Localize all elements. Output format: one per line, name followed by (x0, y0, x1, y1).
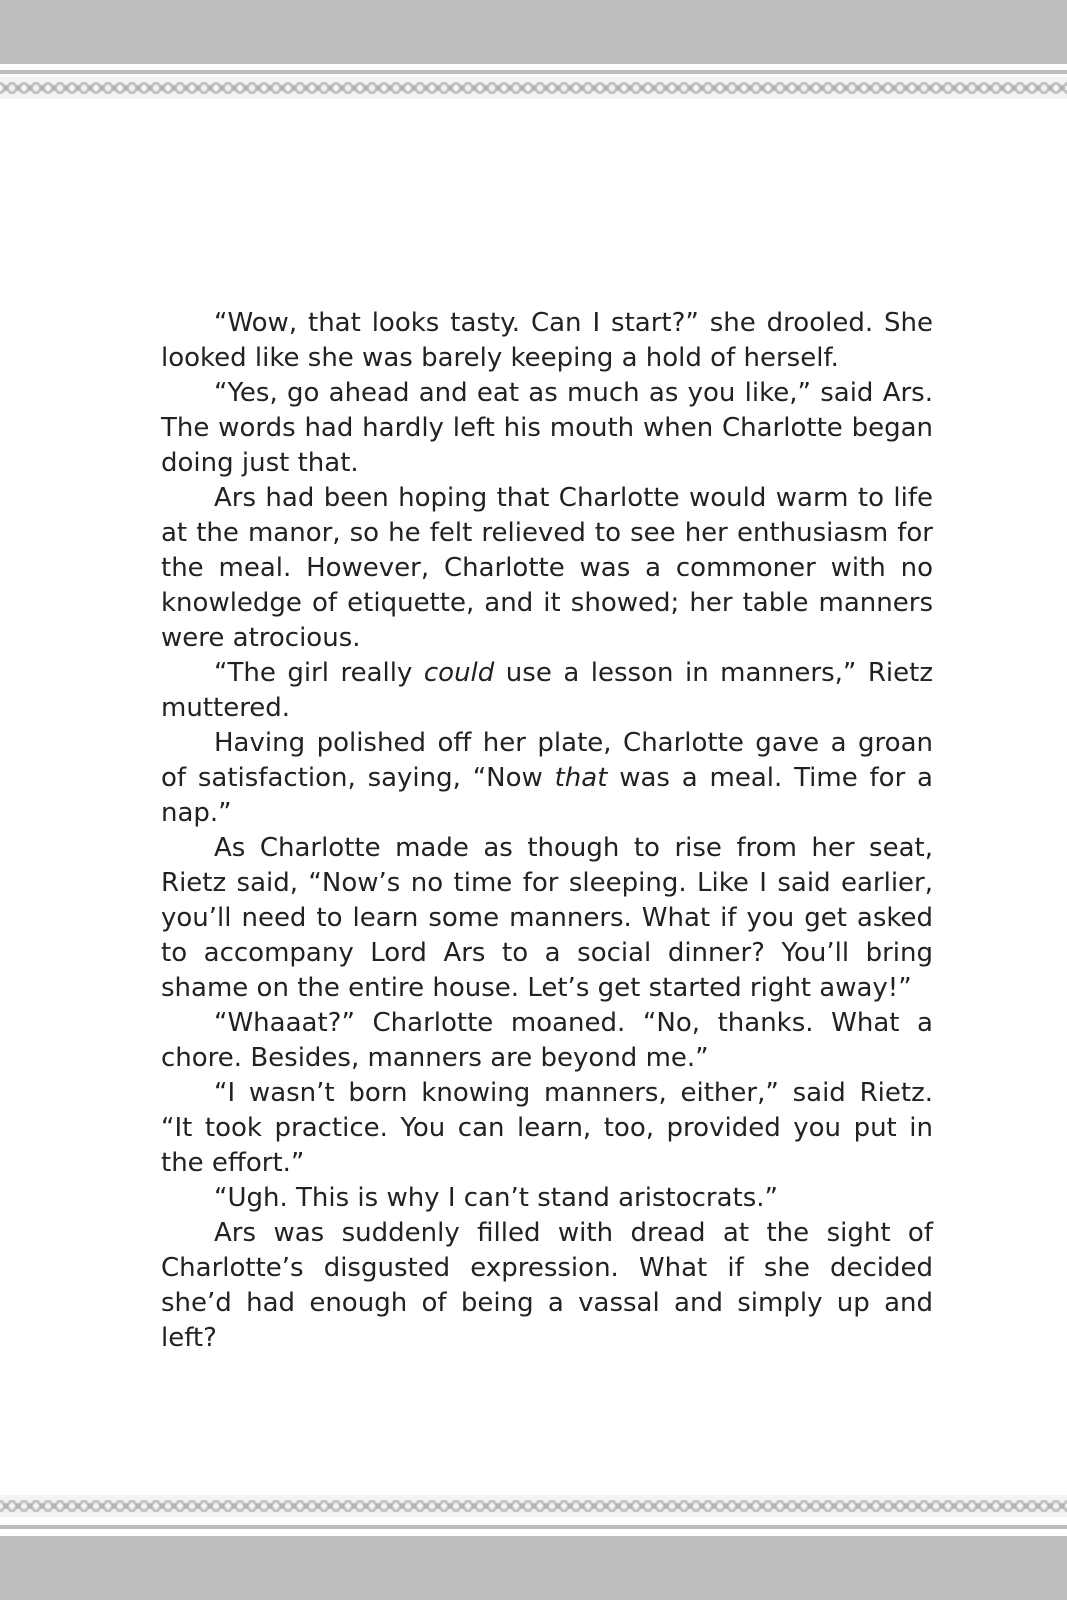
paragraph-8: “I wasn’t born knowing manners, either,” said Rietz. “It took practice. You can learn, too, provided you put in the effort.” (161, 1078, 933, 1178)
paragraph-5-emphasis: that (554, 763, 608, 793)
paragraph-10: Ars was suddenly filled with dread at the sight of Charlotte’s disgusted expression. What if she decided she’d had enough of being a vassal and simply up and left? (161, 1218, 933, 1353)
top-ornament-border (0, 77, 1067, 99)
paragraph-4-text-before: “The girl really (214, 658, 424, 688)
paragraph-4-emphasis: could (423, 658, 495, 688)
bottom-gray-band (0, 1536, 1067, 1600)
top-thin-rule (0, 70, 1067, 74)
paragraph-9: “Ugh. This is why I can’t stand aristocrats.” (214, 1183, 779, 1213)
page-body-text (161, 306, 933, 1356)
paragraph-2: “Yes, go ahead and eat as much as you like,” said Ars. The words had hardly left his mouth when Charlotte began doing just that. (161, 378, 933, 478)
paragraph-3: Ars had been hoping that Charlotte would warm to life at the manor, so he felt relieved to see her enthusiasm for the meal. However, Charlotte was a commoner with no knowledge of etiquette, and it showed; her table manners were atrocious. (161, 483, 933, 653)
paragraph-1: “Wow, that looks tasty. Can I start?” she drooled. She looked like she was barely keeping a hold of herself. (161, 308, 933, 373)
paragraph-5-text-before: Having polished off her plate, Charlotte gave a groan of satisfaction, saying, “Now (161, 728, 933, 793)
paragraph-5 (161, 726, 933, 831)
bottom-thin-rule (0, 1525, 1067, 1529)
paragraph-7: “Whaaat?” Charlotte moaned. “No, thanks. What a chore. Besides, manners are beyond me.” (161, 1008, 933, 1073)
paragraph-6: As Charlotte made as though to rise from her seat, Rietz said, “Now’s no time for sleeping. Like I said earlier, you’ll need to learn some manners. What if you get asked to accompany Lord Ars to a social dinner? You’ll bring shame on the entire house. Let’s get started right away!” (161, 833, 933, 1003)
paragraph-5-text-after: was a meal. Time for a nap.” (161, 763, 933, 828)
top-gray-band (0, 0, 1067, 64)
paragraph-4 (161, 656, 933, 726)
paragraph-4-text-after: use a lesson in manners,” Rietz muttered. (161, 658, 933, 723)
bottom-ornament-border (0, 1495, 1067, 1517)
